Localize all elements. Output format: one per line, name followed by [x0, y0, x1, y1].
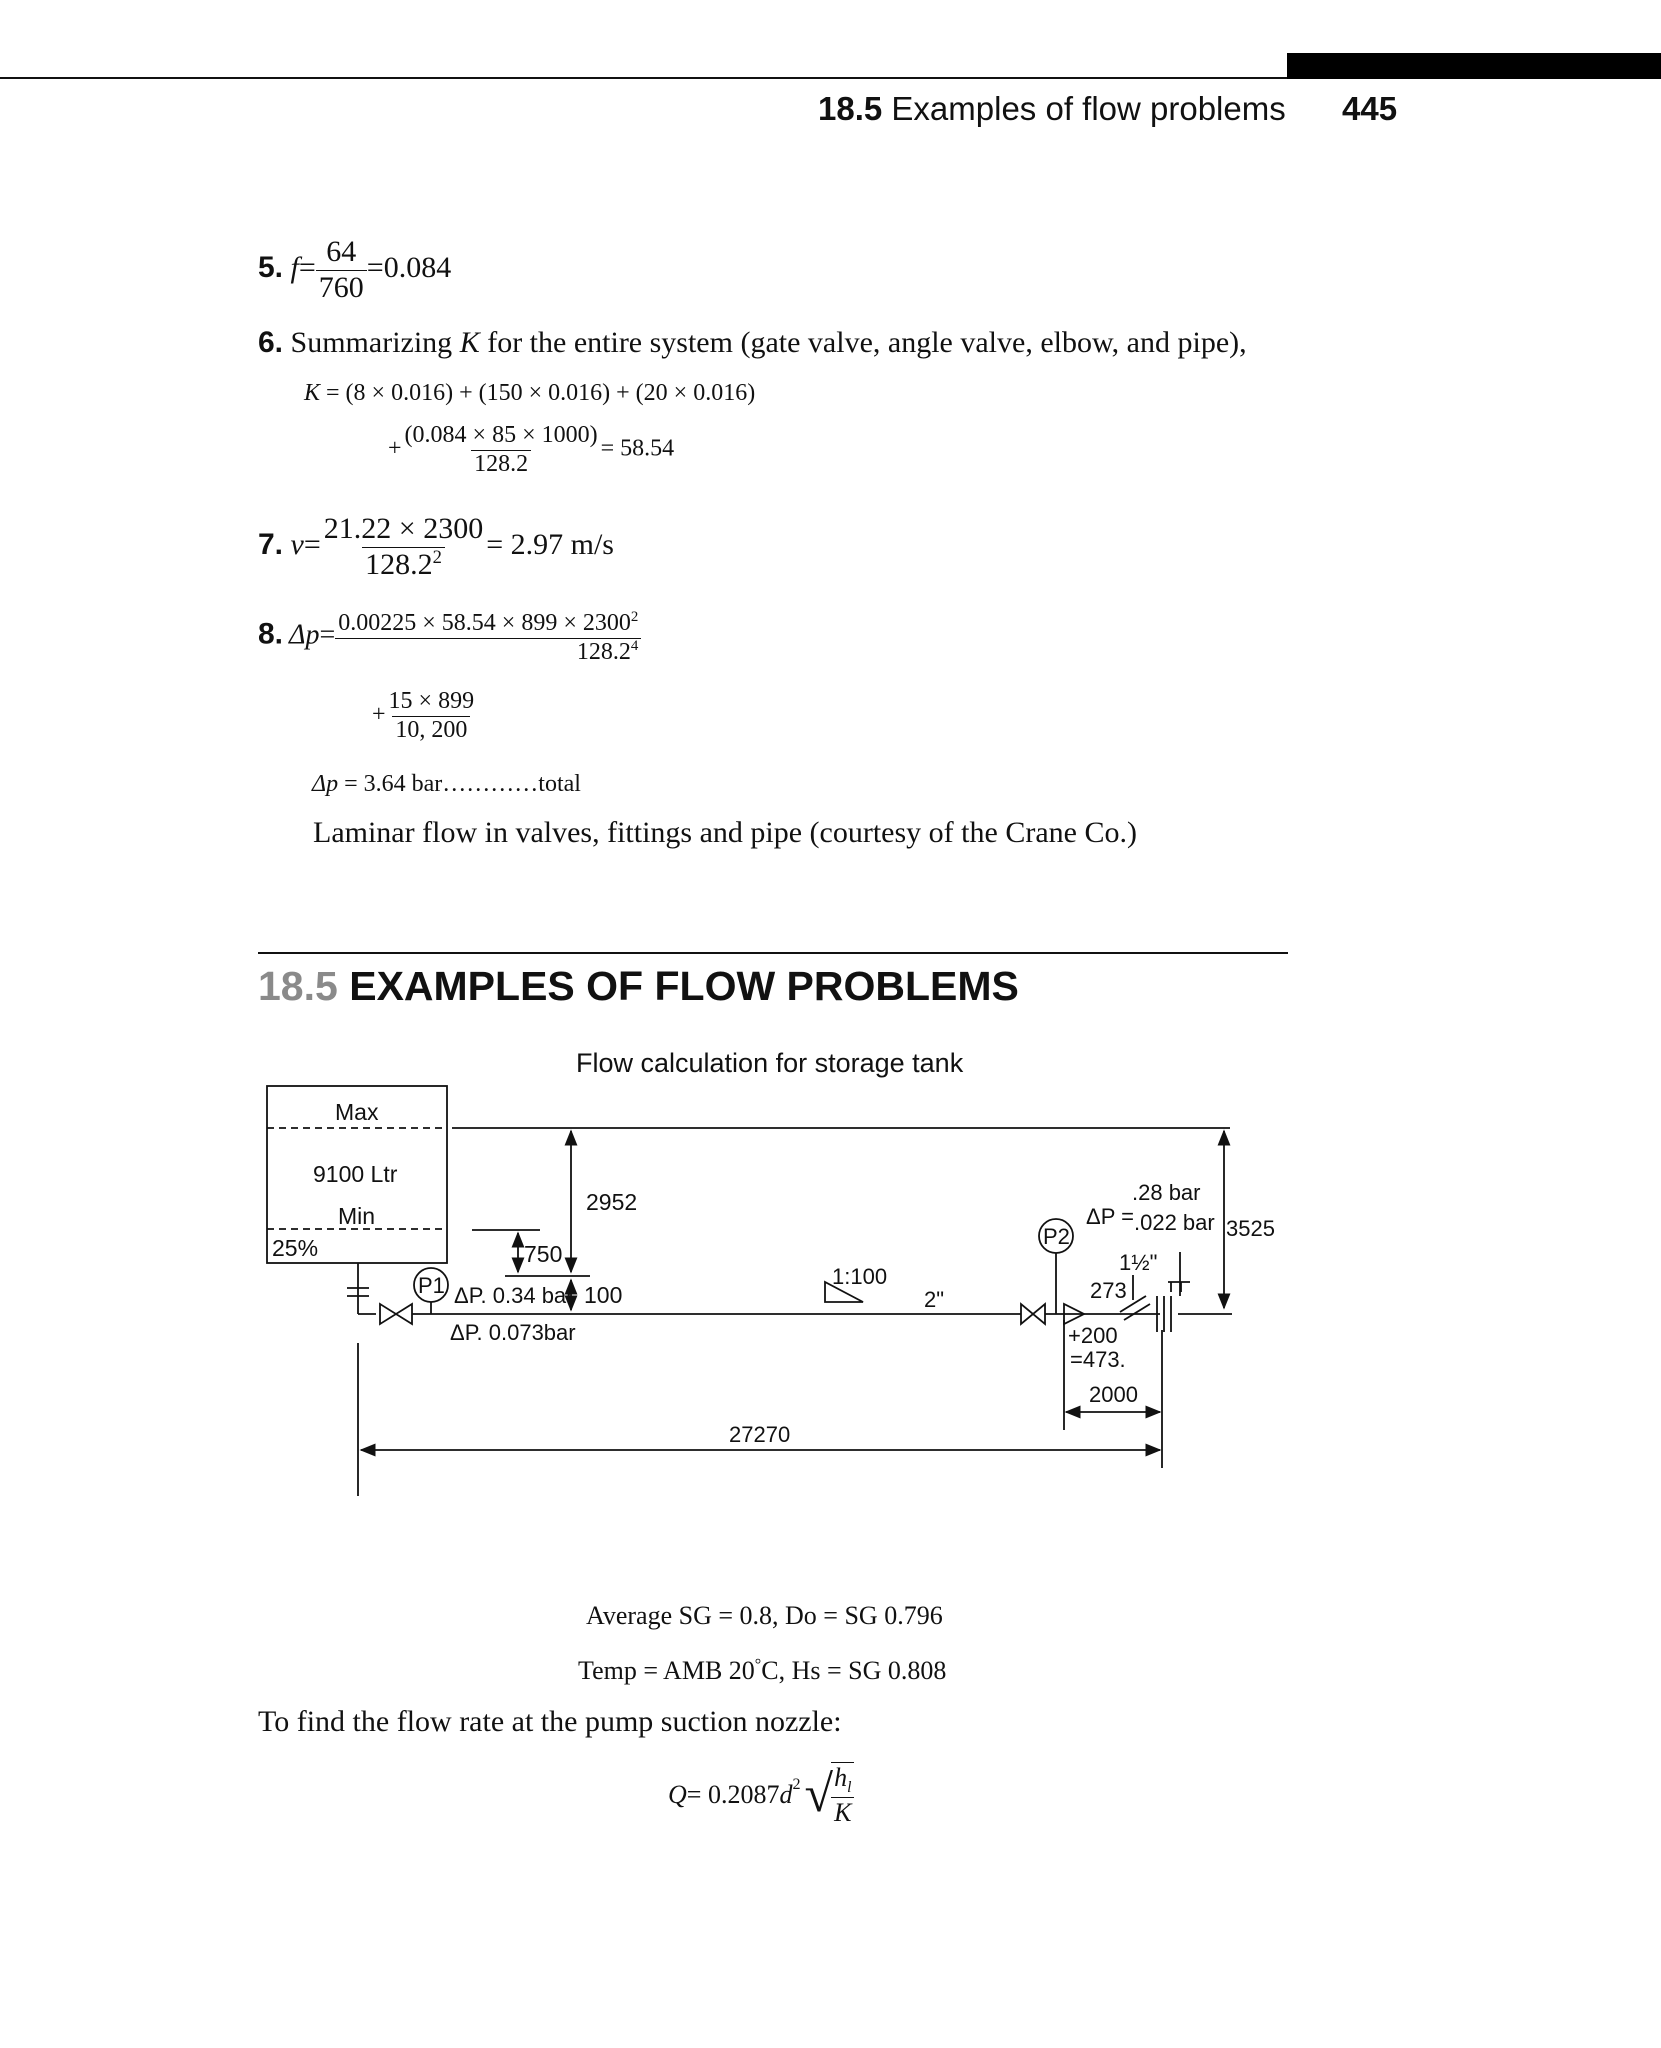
dp1-label: ΔP. 0.34 bar	[454, 1283, 574, 1308]
step-5-number: 5.	[258, 250, 284, 284]
step-7-result: = 2.97 m/s	[486, 527, 614, 561]
step-6-text-b: for the entire system (gate valve, angle valve, elbow, and pipe),	[479, 326, 1247, 359]
step-8-total-var: Δp	[312, 771, 339, 797]
step-8-plus: +	[372, 701, 386, 728]
step-8-total-value: = 3.64 bar…………total	[338, 771, 581, 797]
step-7-number: 7.	[258, 527, 284, 561]
dim-3525-label: 3525	[1226, 1216, 1275, 1241]
step-8-numerator-2: 15 × 899	[388, 688, 475, 714]
conditions-line-1: Average SG = 0.8, Do = SG 0.796	[586, 1601, 943, 1630]
dim-2000-label: 2000	[1089, 1382, 1138, 1407]
dp-bar-1-label: .28 bar	[1132, 1180, 1201, 1205]
dim-plus200-label: +200	[1068, 1323, 1118, 1348]
step-8-eq: =	[319, 619, 336, 651]
step-7-denom-exp: 2	[432, 546, 442, 568]
formula-d-var: d	[779, 1780, 793, 1809]
step-6-result: = 58.54	[600, 435, 675, 462]
radical-sign: √	[804, 1766, 834, 1823]
dim-473-label: =473.	[1070, 1347, 1126, 1372]
dp-bar-2-label: .022 bar	[1134, 1210, 1215, 1235]
p1-label: P1	[418, 1273, 445, 1298]
tank-max-label: Max	[335, 1099, 379, 1125]
step-8-denom-exp: 4	[630, 637, 639, 654]
diagram-title: Flow calculation for storage tank	[576, 1048, 964, 1078]
dp2-label: ΔP. 0.073bar	[450, 1320, 576, 1345]
step-8-denom-base: 128.2	[576, 638, 631, 665]
step-8-number: 8.	[258, 617, 284, 651]
pipe-size-label: 2"	[924, 1287, 945, 1312]
step-7-numerator: 21.22 × 2300	[323, 512, 484, 545]
step-6-numerator: (0.084 × 85 × 1000)	[404, 422, 598, 448]
slope-label: 1:100	[832, 1264, 888, 1289]
step-6-line-1-rest: = (8 × 0.016) + (150 × 0.016) + (20 × 0.016)	[320, 380, 756, 406]
section-heading-number: 18.5	[258, 963, 338, 1009]
radical-numerator-sub: l	[847, 1779, 852, 1797]
dim-750-label: 750	[524, 1241, 563, 1267]
page-number: 445	[1342, 90, 1398, 127]
size-one-half-label: 1½"	[1119, 1250, 1158, 1275]
step-5-eq: =	[298, 250, 316, 284]
step-6-text-a: Summarizing	[290, 326, 460, 359]
section-heading-title: EXAMPLES OF FLOW PROBLEMS	[349, 963, 1019, 1009]
p2-label: P2	[1043, 1224, 1070, 1249]
conditions-line-2	[578, 1656, 946, 1686]
dim-100-label: 100	[584, 1282, 623, 1308]
step-6-denominator: 128.2	[471, 450, 531, 479]
formula-lhs-eq: = 0.2087	[686, 1780, 780, 1809]
tank-min-label: Min	[338, 1203, 376, 1229]
step-5-numerator: 64	[326, 235, 357, 268]
step-8-numer-base: 0.00225 × 58.54 × 899 × 2300	[338, 610, 631, 636]
step-8-var: Δp	[289, 619, 320, 651]
step-7-denom-base: 128.2	[365, 547, 433, 581]
step-8-numer-exp: 2	[630, 609, 639, 625]
dim-273-label: 273	[1090, 1278, 1127, 1303]
step-6-plus: +	[388, 435, 402, 462]
step-6-text-var: K	[459, 326, 480, 359]
radical-fraction	[831, 1762, 854, 1828]
conditions-line-2-degree: °	[754, 1656, 762, 1674]
step-5-denominator: 760	[316, 270, 367, 306]
gate-valve-2	[1021, 1304, 1045, 1324]
step-6-line-1-var: K	[304, 380, 321, 406]
step-7-eq: =	[303, 527, 321, 561]
step-6-number: 6.	[258, 326, 284, 359]
gate-valve-1	[380, 1304, 412, 1324]
flow-formula: Q = 0.2087 d $^2$ √ $\frac{h_l}{K}$	[668, 1762, 854, 1828]
step-8-caption: Laminar flow in valves, fittings and pipe (courtesy of the Crane Co.)	[313, 816, 1137, 849]
radical-numerator	[831, 1763, 854, 1797]
step-5-var: f	[290, 250, 299, 284]
radical-denominator: K	[831, 1797, 854, 1828]
dp-label: ΔP =	[1086, 1204, 1134, 1229]
step-8-denominator-2: 10, 200	[392, 716, 470, 745]
formula-lhs-var: Q	[668, 1780, 687, 1809]
dim-27270-label: 27270	[729, 1422, 791, 1447]
tank-volume-label: 9100 Ltr	[313, 1161, 398, 1187]
step-7-var: v	[290, 527, 304, 561]
conditions-line-2-a: Temp = AMB 20	[578, 1656, 755, 1685]
header-section-number: 18.5	[818, 90, 883, 127]
intro-text: To find the flow rate at the pump suction nozzle:	[258, 1705, 842, 1738]
conditions-line-2-b: C, Hs = SG 0.808	[761, 1656, 947, 1685]
dim-2952-label: 2952	[586, 1189, 638, 1215]
tank-percent-label: 25%	[272, 1235, 319, 1261]
header-section-title: Examples of flow problems	[891, 90, 1286, 127]
step-5-result: =0.084	[366, 250, 452, 284]
radical-numerator-h: h	[834, 1763, 848, 1792]
